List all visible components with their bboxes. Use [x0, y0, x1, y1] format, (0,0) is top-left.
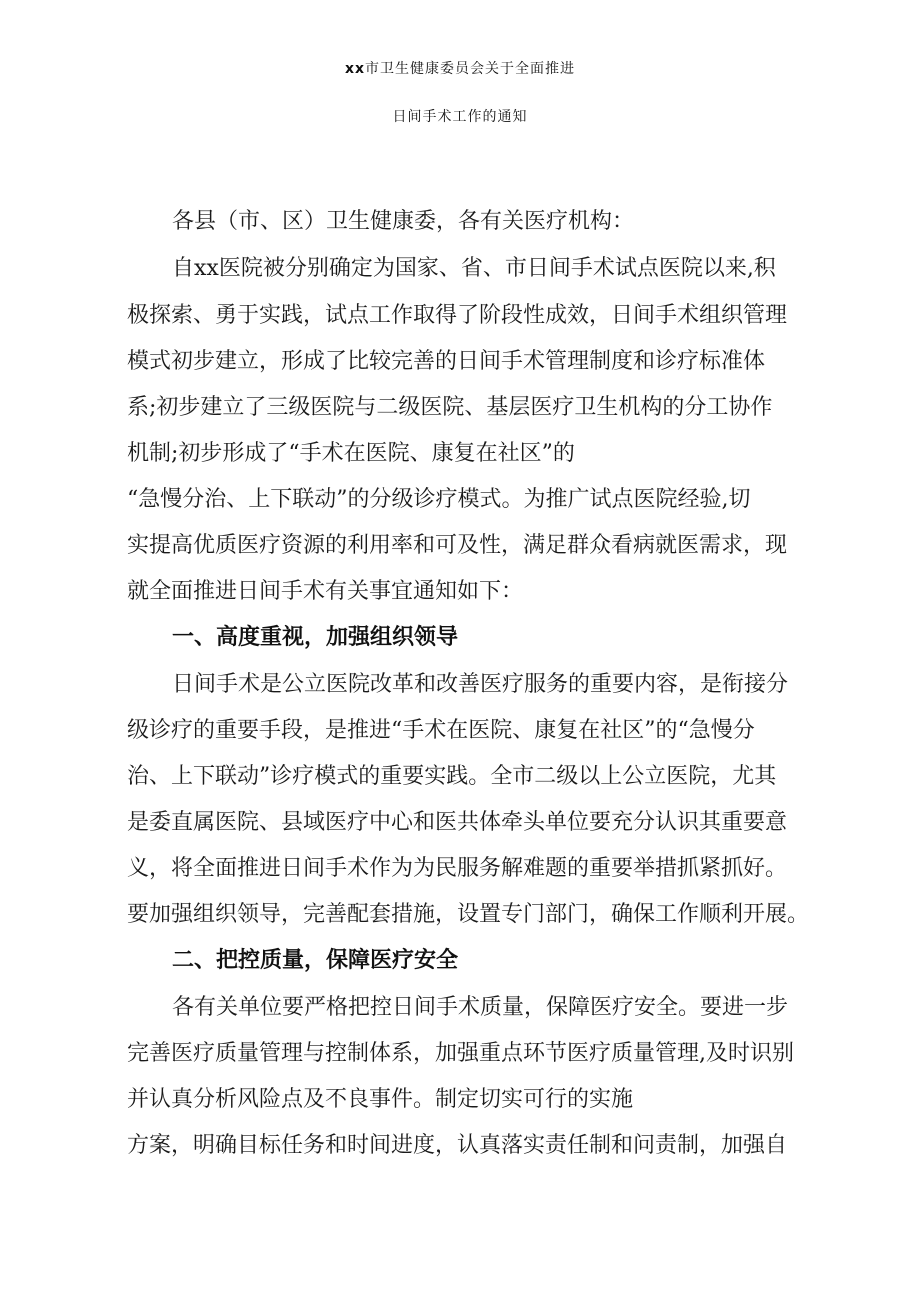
paragraph-line: 实提高优质医疗资源的利用率和可及性，满足群众看病就医需求，现 [127, 533, 788, 558]
paragraph-line: 各有关单位要严格把控日间手术质量，保障医疗安全。要进一步 [172, 995, 789, 1020]
paragraph-line: 模式初步建立，形成了比较完善的日间手术管理制度和诊疗标准体 [127, 349, 766, 374]
paragraph-line: 治、上下联动”诊疗模式的重要实践。全市二级以上公立医院，尤其 [127, 764, 777, 789]
document-title-line-2: 日间手术工作的通知 [392, 109, 528, 125]
salutation: 各县（市、区）卫生健康委，各有关医疗机构： [172, 209, 635, 234]
paragraph-line: 方案，明确目标任务和时间进度，认真落实责任制和问责制，加强自 [127, 1133, 788, 1158]
section-1-heading: 一、高度重视，加强组织领导 [172, 625, 459, 650]
paragraph-line: 义，将全面推进日间手术作为为民服务解难题的重要举措抓紧抓好。 [127, 856, 788, 881]
paragraph-line: 系;初步建立了三级医院与二级医院、基层医疗卫生机构的分工协作 [127, 395, 773, 420]
paragraph-line: 完善医疗质量管理与控制体系，加强重点环节医疗质量管理,及时识别 [127, 1041, 794, 1066]
paragraph-line: 机制;初步形成了“手术在医院、康复在社区”的 [127, 441, 575, 466]
paragraph-line: 级诊疗的重要手段，是推进“手术在医院、康复在社区”的“急慢分 [127, 718, 755, 743]
paragraph-line: 极探索、勇于实践，试点工作取得了阶段性成效，日间手术组织管理 [127, 303, 788, 328]
paragraph-line: 要加强组织领导，完善配套措施，设置专门部门，确保工作顺利开展。 [127, 902, 810, 927]
document-title-line-1 [0, 58, 920, 78]
title-line-1-text: 市卫生健康委员会关于全面推进 [365, 61, 576, 77]
title-xx: xx [344, 61, 366, 77]
paragraph-line: 并认真分析风险点及不良事件。制定切实可行的实施 [127, 1087, 634, 1112]
paragraph-line: “急慢分治、上下联动”的分级诊疗模式。为推广试点医院经验,切 [127, 487, 751, 512]
paragraph-line: 日间手术是公立医院改革和改善医疗服务的重要内容，是衔接分 [172, 672, 789, 697]
paragraph-line: 就全面推进日间手术有关事宜通知如下： [127, 579, 524, 604]
paragraph-line: 是委直属医院、县域医疗中心和医共体牵头单位要充分认识其重要意 [127, 810, 788, 835]
section-2-heading: 二、把控质量，保障医疗安全 [172, 948, 459, 973]
paragraph-line: 自xx医院被分别确定为国家、省、市日间手术试点医院以来,积 [172, 256, 776, 281]
